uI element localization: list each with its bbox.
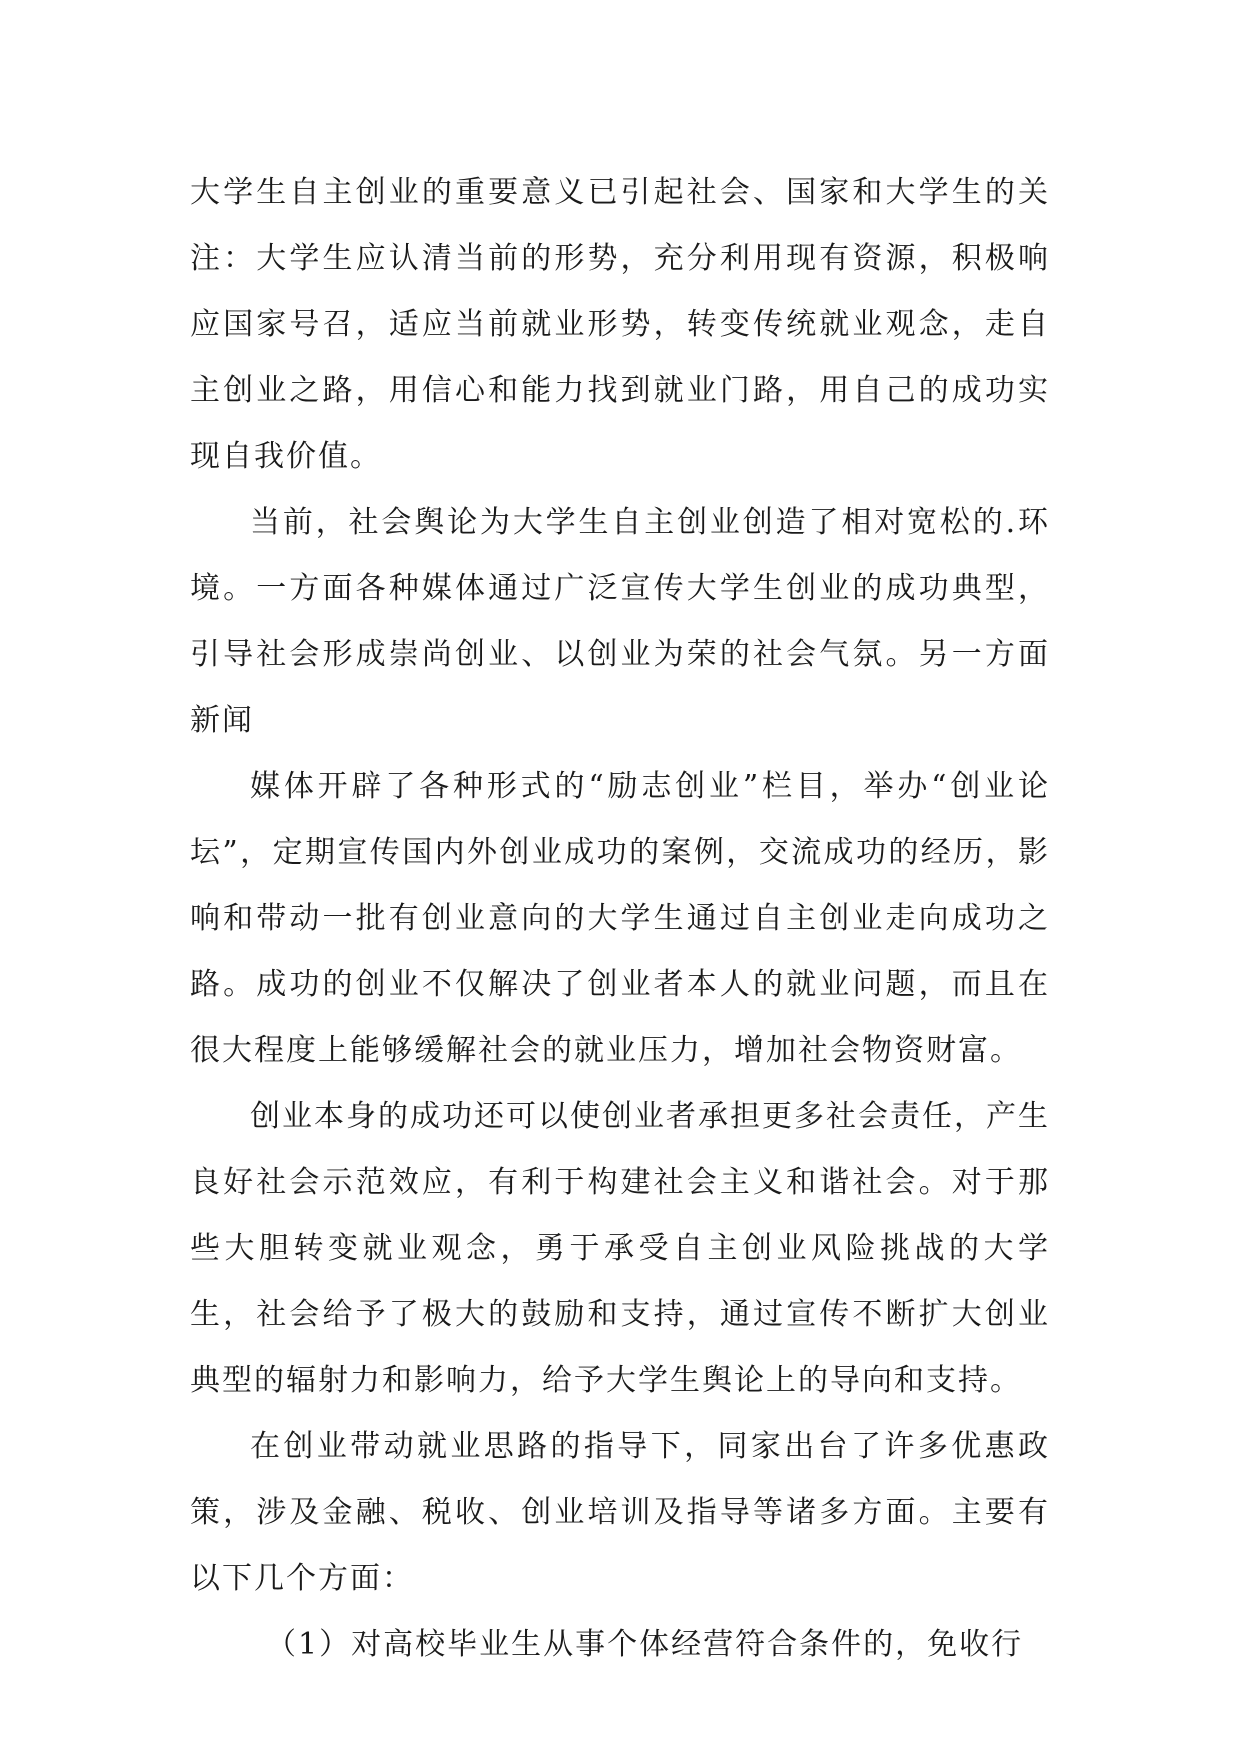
paragraph-2: 当前，社会舆论为大学生自主创业创造了相对宽松的.环境。一方面各种媒体通过广泛宣传大学生创业的成功典型，引导社会形成崇尚创业、以创业为荣的社会气氛。另一方面新闻 bbox=[190, 505, 1050, 738]
paragraph-6: （1）对高校毕业生从事个体经营符合条件的，免收行 bbox=[266, 1627, 1024, 1662]
document-body bbox=[190, 160, 1050, 1678]
paragraph-3: 媒体开辟了各种形式的“励志创业”栏目，举办“创业论坛”，定期宣传国内外创业成功的案例，交流成功的经历，影响和带动一批有创业意向的大学生通过自主创业走向成功之路。成功的创业不仅解决了创业者本人的就业问题，而且在很大程度上能够缓解社会的就业压力，增加社会物资财富。 bbox=[190, 769, 1050, 1068]
paragraph-4: 创业本身的成功还可以使创业者承担更多社会责任，产生良好社会示范效应，有利于构建社会主义和谐社会。对于那些大胆转变就业观念，勇于承受自主创业风险挑战的大学生，社会给予了极大的鼓励和支持，通过宣传不断扩大创业典型的辐射力和影响力，给予大学生舆论上的导向和支持。 bbox=[190, 1099, 1050, 1398]
paragraph-1: 大学生自主创业的重要意义已引起社会、国家和大学生的关注：大学生应认清当前的形势，充分利用现有资源，积极响应国家号召，适应当前就业形势，转变传统就业观念，走自主创业之路，用信心和能力找到就业门路，用自己的成功实现自我价值。 bbox=[190, 175, 1050, 474]
paragraph-5: 在创业带动就业思路的指导下，同家出台了许多优惠政策，涉及金融、税收、创业培训及指导等诸多方面。主要有以下几个方面： bbox=[190, 1429, 1050, 1596]
